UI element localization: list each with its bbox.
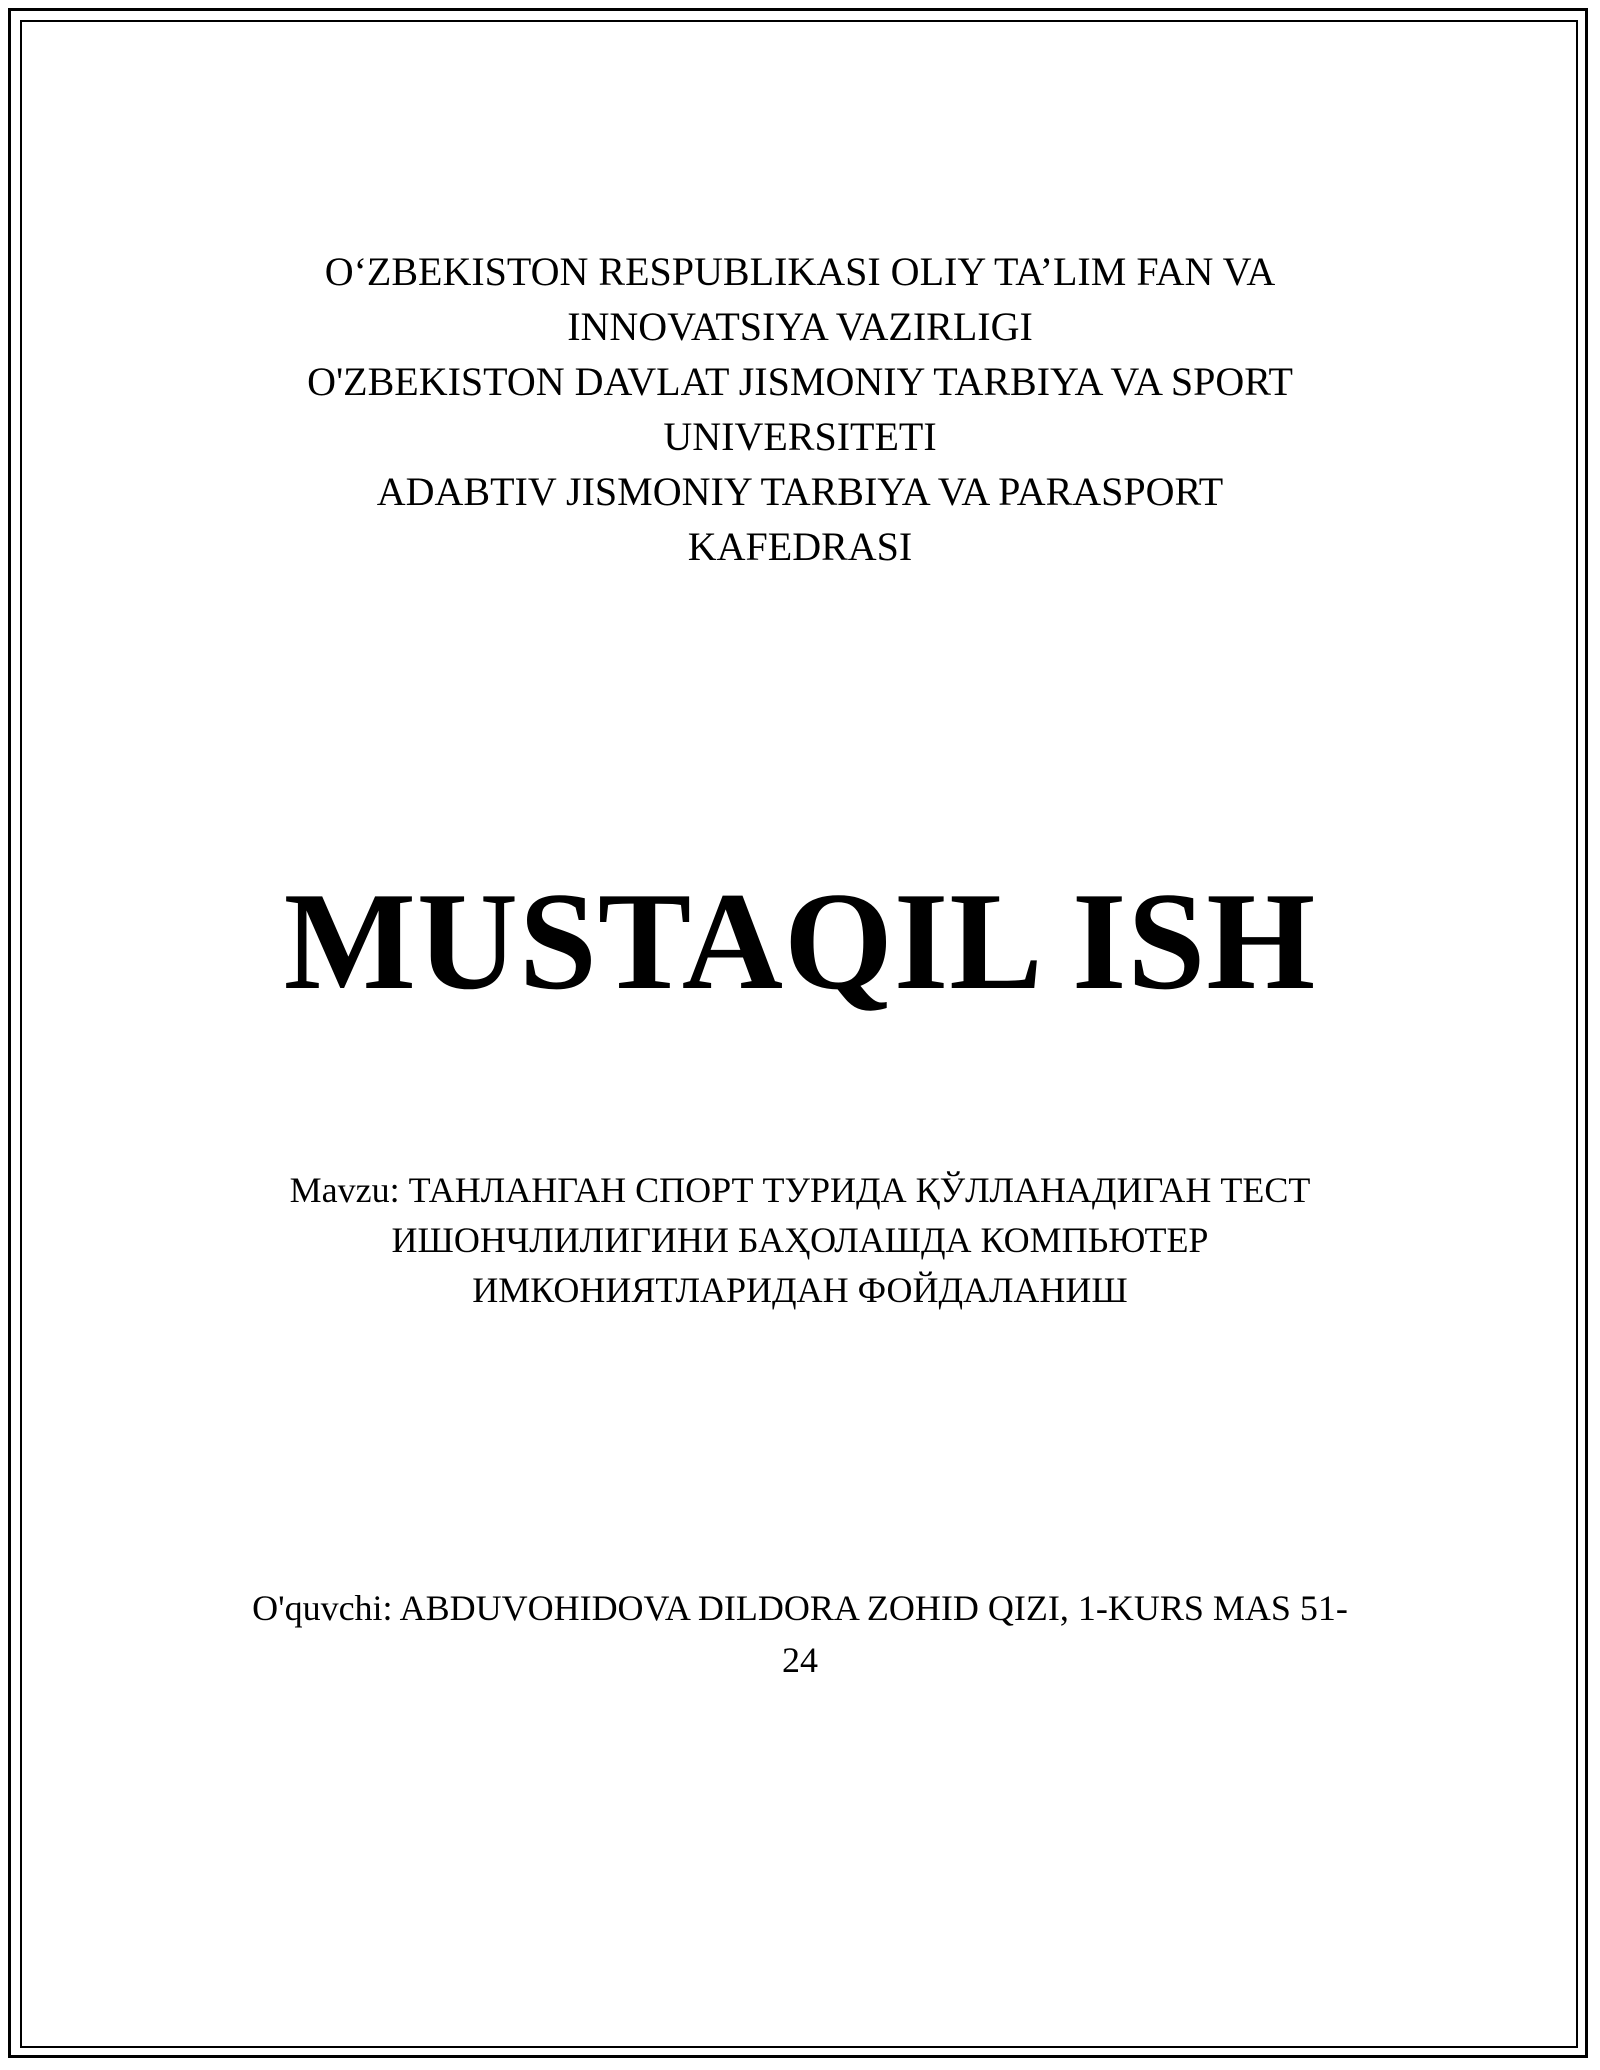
header-line: INNOVATSIYA VAZIRLIGI bbox=[567, 304, 1033, 349]
ministry-header bbox=[200, 244, 1400, 574]
document-title: MUSTAQIL ISH bbox=[283, 864, 1317, 1019]
topic-line: Mavzu: ТАНЛАНГАН СПОРТ ТУРИДА ҚЎЛЛАНАДИГАН ТЕСТ bbox=[289, 1170, 1311, 1210]
header-line: O'ZBEKISTON DAVLAT JISMONIY TARBIYA VA SPORT bbox=[307, 359, 1293, 404]
header-line: UNIVERSITETI bbox=[663, 414, 937, 459]
student-line: O'quvchi: ABDUVOHIDOVA DILDORA ZOHID QIZI, 1-KURS MAS 51- bbox=[252, 1588, 1348, 1628]
topic-line: ИШОНЧЛИЛИГИНИ БАҲОЛАШДА КОМПЬЮТЕР bbox=[391, 1220, 1209, 1260]
header-line: O‘ZBEKISTON RESPUBLIKASI OLIY TA’LIM FAN VA bbox=[324, 249, 1276, 294]
header-line: KAFEDRASI bbox=[687, 524, 913, 569]
header-line: ADABTIV JISMONIY TARBIYA VA PARASPORT bbox=[376, 469, 1224, 514]
topic-block bbox=[200, 1165, 1400, 1315]
student-line: 24 bbox=[782, 1640, 818, 1680]
student-block bbox=[200, 1582, 1400, 1686]
topic-line: ИМКОНИЯТЛАРИДАН ФОЙДАЛАНИШ bbox=[472, 1270, 1128, 1310]
